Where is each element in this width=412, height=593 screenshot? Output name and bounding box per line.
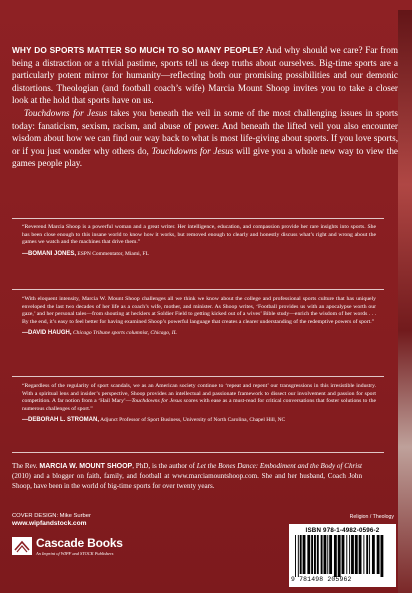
publisher-website: www.wipfandstock.com (12, 520, 87, 528)
intro-text: will give you a whole new way to view the games people play. (12, 145, 398, 169)
endorser-name: —DEBORAH L. STROMAN, (22, 417, 99, 424)
endorsement-text (22, 383, 376, 413)
publisher-imprint: An Imprint of WIPF and STOCK Publishers (36, 551, 114, 556)
barcode-bar (381, 535, 384, 577)
barcode-bar (300, 535, 302, 574)
barcode-bar (359, 535, 362, 574)
author-name: MARCIA W. MOUNT SHOOP (39, 463, 133, 470)
book-title: Touchdowns for Jesus (151, 145, 234, 156)
intro-text: takes you beneath the veil in some of the most challenging issues in sports today: fanaticism, sexism, racism, and abuse of power. And beneath the lifted veil you also encounter wisdom about how we can find our way back to what is most life-giving about sports. If you love sports, or if you just wonder why others do, (12, 107, 399, 156)
endorsement-attribution (22, 330, 376, 337)
barcode-bar (314, 535, 316, 574)
barcode-bar (338, 535, 341, 577)
barcode-left-group: 781498 (299, 576, 324, 583)
endorsement-attribution (22, 251, 376, 258)
barcode-bar (346, 535, 347, 574)
divider (12, 218, 384, 219)
endorser-role: Chicago Tribune sports columnist, Chicago, IL (71, 330, 177, 337)
isbn-number: ISBN 978-1-4982-0596-2 (305, 527, 380, 534)
publisher-logo (12, 535, 142, 561)
barcode-icon (293, 535, 392, 577)
publisher-name: Cascade Books (36, 536, 123, 550)
endorsement-text: “With eloquent intensity, Marcia W. Mount Shoop challenges all we think we know about the college and professional sports culture that has uniquely enveloped the last two decades of her life as a coach’s wife, mother, and minister. As Shoop writes, ‘Football provides us with an apocalypse worth our gaze,’ and her personal tales—from shouting at hecklers at Soldier Field to getting kicked out of a wives’ Bible study—enrich the wisdom of her words . . . By the end, it’s easy to feel better for having examined Shoop’s powerful language that creates a clearer understanding of the redemptive powers of sport.” (22, 296, 376, 325)
endorsement-text-part: scores with ease as a must-read for critical conversations that foster solutions to the numerous challenges of sport.” (22, 398, 376, 412)
bio-part: (2010) and a blogger on faith, family, and football at www.marciamountshoop.com. She and her husband, Coach John Shoop, have been in the world of big-time sports for over twenty years. (12, 471, 362, 490)
bio-part: , PhD, is the author of (132, 462, 197, 470)
barcode-bar (363, 535, 364, 574)
barcode-bar (366, 535, 368, 574)
barcode-bar (329, 535, 332, 574)
endorser-role: Adjunct Professor of Sport Business, University of North Carolina, Chapel Hill, NC (99, 417, 286, 424)
barcode-bar (321, 535, 323, 574)
category-label: Religion / Theology (349, 514, 394, 520)
intro-paragraph-1 (12, 44, 398, 107)
endorsement-text: “Reverend Marcia Shoop is a powerful woman and a great writer. Her intelligence, education, and compassion provide her rare insights into sports. She has been close enough to this insane world to know how it works, but removed enough to clearly and honestly discuss what’s right and wrong about the games we watch and the machines that drive them.” (22, 224, 376, 246)
cover-credits (12, 513, 91, 527)
barcode-bar (324, 535, 327, 574)
barcode-bar (351, 535, 354, 574)
endorsement-1 (22, 224, 376, 258)
barcode-bar (327, 535, 328, 574)
other-book-title: Let the Bones Dance: Embodiment and the Body of Christ (196, 462, 363, 470)
barcode-first-digit: 9 (291, 576, 296, 583)
bio-prefix: The Rev. (12, 462, 40, 470)
barcode-bar (298, 535, 299, 577)
intro-lead: WHY DO SPORTS MATTER SO MUCH TO SO MANY PEOPLE? (12, 45, 264, 55)
isbn-barcode (289, 524, 396, 587)
barcode-bar (311, 535, 313, 574)
barcode-right-group: 205962 (327, 576, 352, 583)
barcode-bar (355, 535, 358, 574)
bio-text (12, 462, 362, 491)
author-bio (12, 462, 362, 491)
intro-paragraph-2 (12, 107, 398, 170)
divider (12, 376, 384, 377)
divider (12, 289, 384, 290)
endorsement-3 (22, 383, 376, 424)
endorser-role: ESPN Commentator, Miami, FL (76, 250, 149, 257)
barcode-bar (334, 535, 337, 577)
endorser-name: —BOMANI JONES, (22, 250, 77, 257)
barcode-bar (295, 535, 296, 577)
cover-design-credit: COVER DESIGN: Mike Surber (12, 513, 91, 519)
endorsement-text-part: “Regardless of the regularity of sport scandals, we as an American society continue to ‘repeat and repent’ our transgressions in this irresistible industry. With a spiritual lens and insider’s perspective, Shoop provides an intellectual and passionate framework to dissect our involvement and passion for sport competition. A far notion from a ‘Hail Mary’— (22, 383, 376, 405)
intro-copy (12, 44, 398, 170)
books-logo-icon (12, 537, 32, 555)
barcode-bar (307, 535, 310, 574)
barcode-bar (349, 535, 350, 574)
endorsement-2 (22, 296, 376, 337)
barcode-bar (377, 535, 380, 574)
barcode-bar (372, 535, 375, 574)
book-title: Touchdowns for Jesus (131, 398, 182, 405)
divider (12, 452, 384, 453)
barcode-bar (317, 535, 319, 574)
spine-photo-strip (398, 10, 412, 593)
endorsement-attribution (22, 417, 376, 424)
barcode-bar (369, 535, 370, 574)
book-title: Touchdowns for Jesus (24, 107, 108, 118)
intro-text: And why should we care? Far from being a distraction or a trivial pastime, sports tell us deep truths about ourselves. Big-time sports are a particularly potent mirror for humanity—reflecting both our promising possibilities and our demonic distortions. Theologian (and football coach’s wife) Marcia Mount Shoop invites you to take a closer look at the hold that sports have on us. (12, 45, 398, 106)
barcode-bar (342, 535, 345, 574)
barcode-bar (303, 535, 306, 574)
barcode-digits (291, 576, 395, 583)
endorser-name: —DAVID HAUGH, (22, 330, 72, 337)
